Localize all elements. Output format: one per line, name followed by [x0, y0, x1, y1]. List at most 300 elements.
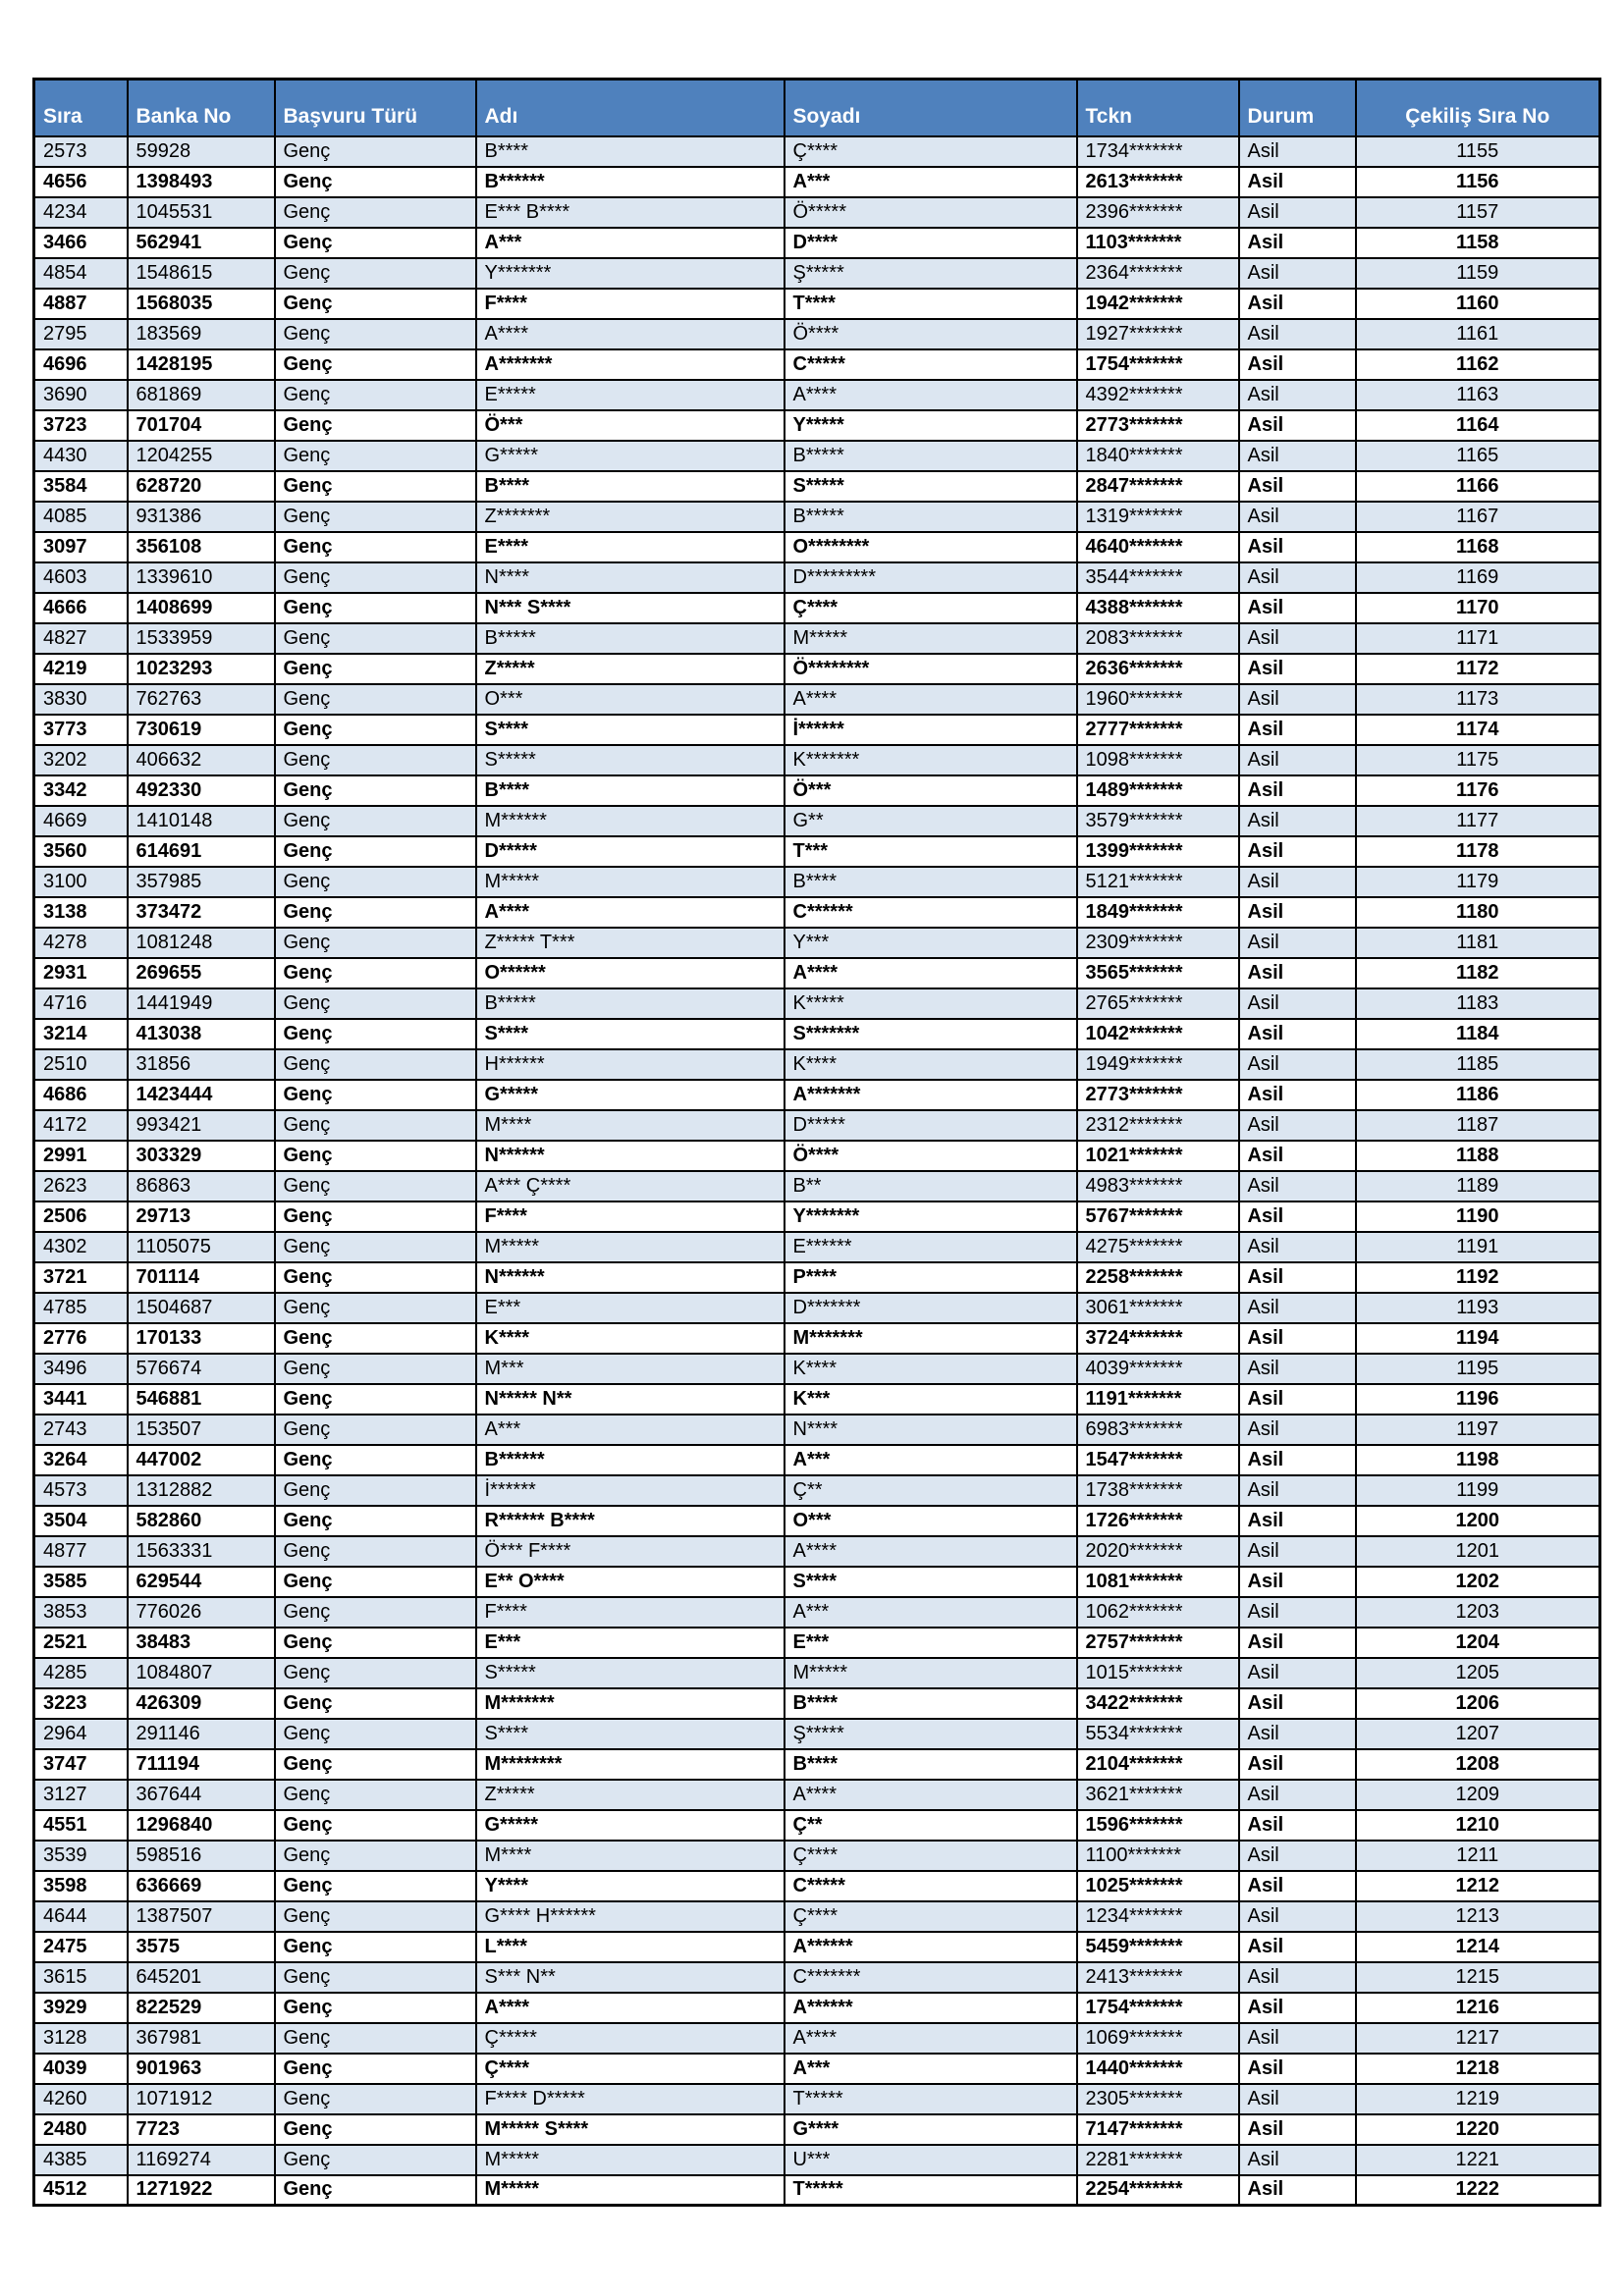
table-row [34, 654, 1600, 684]
cell-tckn: 6983******* [1077, 1415, 1239, 1445]
cell-durum: Asil [1239, 715, 1356, 745]
cell-durum: Asil [1239, 1475, 1356, 1506]
cell-basvuru-turu: Genç [275, 715, 476, 745]
cell-adi: E*** B**** [476, 197, 785, 228]
cell-basvuru-turu: Genç [275, 1962, 476, 1993]
cell-durum: Asil [1239, 2023, 1356, 2054]
cell-adi: M***** S**** [476, 2114, 785, 2145]
table-row [34, 988, 1600, 1019]
cell-durum: Asil [1239, 167, 1356, 197]
table-row [34, 1506, 1600, 1536]
cell-sira: 3138 [34, 897, 128, 928]
cell-basvuru-turu: Genç [275, 2145, 476, 2175]
cell-sira: 3721 [34, 1262, 128, 1293]
cell-basvuru-turu: Genç [275, 1506, 476, 1536]
table-row [34, 928, 1600, 958]
cell-banka-no: 1071912 [128, 2084, 275, 2114]
cell-banka-no: 1387507 [128, 1901, 275, 1932]
cell-banka-no: 1339610 [128, 562, 275, 593]
cell-soyadi: T***** [785, 2175, 1077, 2206]
table-row [34, 1871, 1600, 1901]
cell-cekilis-sira-no: 1190 [1356, 1201, 1600, 1232]
cell-adi: M***** [476, 867, 785, 897]
cell-cekilis-sira-no: 1164 [1356, 410, 1600, 441]
table-row [34, 1749, 1600, 1780]
cell-soyadi: Ç**** [785, 593, 1077, 623]
cell-durum: Asil [1239, 2175, 1356, 2206]
cell-soyadi: A**** [785, 1780, 1077, 1810]
cell-banka-no: 681869 [128, 380, 275, 410]
cell-soyadi: A*** [785, 167, 1077, 197]
table-row [34, 775, 1600, 806]
cell-sira: 3598 [34, 1871, 128, 1901]
cell-sira: 2743 [34, 1415, 128, 1445]
cell-banka-no: 38483 [128, 1628, 275, 1658]
cell-banka-no: 373472 [128, 897, 275, 928]
cell-durum: Asil [1239, 289, 1356, 319]
table-row [34, 1293, 1600, 1323]
cell-basvuru-turu: Genç [275, 1993, 476, 2023]
cell-durum: Asil [1239, 654, 1356, 684]
table-row [34, 1262, 1600, 1293]
cell-tckn: 3544******* [1077, 562, 1239, 593]
cell-tckn: 2281******* [1077, 2145, 1239, 2175]
cell-soyadi: T**** [785, 289, 1077, 319]
cell-banka-no: 1428195 [128, 349, 275, 380]
cell-cekilis-sira-no: 1197 [1356, 1415, 1600, 1445]
cell-adi: S*** N** [476, 1962, 785, 1993]
table-row [34, 1019, 1600, 1049]
column-header-cekilis-sira-no: Çekiliş Sıra No [1356, 80, 1600, 136]
cell-sira: 4887 [34, 289, 128, 319]
table-row [34, 1597, 1600, 1628]
cell-soyadi: G**** [785, 2114, 1077, 2145]
cell-soyadi: K******* [785, 745, 1077, 775]
cell-tckn: 2104******* [1077, 1749, 1239, 1780]
cell-basvuru-turu: Genç [275, 836, 476, 867]
cell-banka-no: 1423444 [128, 1080, 275, 1110]
cell-cekilis-sira-no: 1195 [1356, 1354, 1600, 1384]
cell-cekilis-sira-no: 1186 [1356, 1080, 1600, 1110]
column-header-durum: Durum [1239, 80, 1356, 136]
cell-tckn: 2083******* [1077, 623, 1239, 654]
cell-cekilis-sira-no: 1181 [1356, 928, 1600, 958]
cell-soyadi: A*** [785, 1597, 1077, 1628]
cekilis-results-table [32, 78, 1601, 2207]
cell-banka-no: 1568035 [128, 289, 275, 319]
table-row [34, 2145, 1600, 2175]
cell-soyadi: C******* [785, 1962, 1077, 1993]
cell-cekilis-sira-no: 1155 [1356, 136, 1600, 167]
cell-basvuru-turu: Genç [275, 441, 476, 471]
table-header [34, 80, 1600, 136]
cell-banka-no: 614691 [128, 836, 275, 867]
cell-adi: K**** [476, 1323, 785, 1354]
cell-durum: Asil [1239, 1841, 1356, 1871]
cell-cekilis-sira-no: 1162 [1356, 349, 1600, 380]
cell-cekilis-sira-no: 1222 [1356, 2175, 1600, 2206]
cell-soyadi: D***** [785, 1110, 1077, 1141]
cell-adi: B**** [476, 775, 785, 806]
table-row [34, 1993, 1600, 2023]
cell-adi: S**** [476, 1719, 785, 1749]
cell-adi: M***** [476, 2145, 785, 2175]
cell-cekilis-sira-no: 1215 [1356, 1962, 1600, 1993]
cell-cekilis-sira-no: 1185 [1356, 1049, 1600, 1080]
cell-durum: Asil [1239, 197, 1356, 228]
cell-sira: 3830 [34, 684, 128, 715]
cell-soyadi: N**** [785, 1415, 1077, 1445]
cell-basvuru-turu: Genç [275, 1415, 476, 1445]
cell-basvuru-turu: Genç [275, 1688, 476, 1719]
cell-tckn: 4392******* [1077, 380, 1239, 410]
cell-sira: 2795 [34, 319, 128, 349]
cell-banka-no: 582860 [128, 1506, 275, 1536]
cell-cekilis-sira-no: 1180 [1356, 897, 1600, 928]
cell-tckn: 4983******* [1077, 1171, 1239, 1201]
cell-banka-no: 31856 [128, 1049, 275, 1080]
cell-adi: G**** H****** [476, 1901, 785, 1932]
cell-banka-no: 356108 [128, 532, 275, 562]
cell-adi: E***** [476, 380, 785, 410]
cell-cekilis-sira-no: 1158 [1356, 228, 1600, 258]
cell-banka-no: 576674 [128, 1354, 275, 1384]
cell-sira: 4385 [34, 2145, 128, 2175]
cell-durum: Asil [1239, 1262, 1356, 1293]
cell-cekilis-sira-no: 1205 [1356, 1658, 1600, 1688]
table-row [34, 1110, 1600, 1141]
cell-sira: 3128 [34, 2023, 128, 2054]
cell-sira: 3496 [34, 1354, 128, 1384]
cell-banka-no: 1441949 [128, 988, 275, 1019]
cell-durum: Asil [1239, 349, 1356, 380]
cell-adi: A*** [476, 1415, 785, 1445]
cell-durum: Asil [1239, 806, 1356, 836]
cell-banka-no: 357985 [128, 867, 275, 897]
cell-tckn: 2777******* [1077, 715, 1239, 745]
cell-soyadi: A*** [785, 1445, 1077, 1475]
table-row [34, 1171, 1600, 1201]
cell-cekilis-sira-no: 1219 [1356, 2084, 1600, 2114]
cell-sira: 4234 [34, 197, 128, 228]
cell-banka-no: 1548615 [128, 258, 275, 289]
cell-adi: A*** [476, 228, 785, 258]
cell-soyadi: A**** [785, 380, 1077, 410]
cell-soyadi: G** [785, 806, 1077, 836]
cell-durum: Asil [1239, 928, 1356, 958]
table-row [34, 1567, 1600, 1597]
cell-tckn: 7147******* [1077, 2114, 1239, 2145]
table-row [34, 1780, 1600, 1810]
cell-sira: 3690 [34, 380, 128, 410]
cell-adi: S***** [476, 745, 785, 775]
cell-basvuru-turu: Genç [275, 380, 476, 410]
cell-basvuru-turu: Genç [275, 1384, 476, 1415]
cell-adi: Z***** T*** [476, 928, 785, 958]
cell-cekilis-sira-no: 1172 [1356, 654, 1600, 684]
cell-durum: Asil [1239, 1688, 1356, 1719]
cell-adi: M**** [476, 1841, 785, 1871]
cell-banka-no: 822529 [128, 1993, 275, 2023]
table-row [34, 1962, 1600, 1993]
cell-cekilis-sira-no: 1218 [1356, 2054, 1600, 2084]
table-row [34, 410, 1600, 441]
cell-cekilis-sira-no: 1211 [1356, 1841, 1600, 1871]
cell-basvuru-turu: Genç [275, 1475, 476, 1506]
cell-basvuru-turu: Genç [275, 1658, 476, 1688]
cell-durum: Asil [1239, 775, 1356, 806]
cell-durum: Asil [1239, 2084, 1356, 2114]
cell-durum: Asil [1239, 1171, 1356, 1201]
cell-durum: Asil [1239, 1019, 1356, 1049]
table-row [34, 441, 1600, 471]
cell-soyadi: D******* [785, 1293, 1077, 1323]
cell-banka-no: 413038 [128, 1019, 275, 1049]
cell-durum: Asil [1239, 1536, 1356, 1567]
cell-basvuru-turu: Genç [275, 167, 476, 197]
cell-tckn: 2305******* [1077, 2084, 1239, 2114]
cell-soyadi: S***** [785, 471, 1077, 502]
cell-adi: B****** [476, 167, 785, 197]
cell-adi: E*** [476, 1293, 785, 1323]
cell-basvuru-turu: Genç [275, 1019, 476, 1049]
table-row [34, 1232, 1600, 1262]
cell-soyadi: M***** [785, 623, 1077, 654]
cell-basvuru-turu: Genç [275, 2175, 476, 2206]
cell-soyadi: A**** [785, 684, 1077, 715]
cell-basvuru-turu: Genç [275, 1536, 476, 1567]
cell-durum: Asil [1239, 1080, 1356, 1110]
cell-adi: Y******* [476, 258, 785, 289]
cell-adi: G***** [476, 441, 785, 471]
cell-durum: Asil [1239, 1749, 1356, 1780]
cell-banka-no: 406632 [128, 745, 275, 775]
cell-sira: 4686 [34, 1080, 128, 1110]
cell-tckn: 2765******* [1077, 988, 1239, 1019]
cell-tckn: 1547******* [1077, 1445, 1239, 1475]
table-row [34, 897, 1600, 928]
cell-banka-no: 367644 [128, 1780, 275, 1810]
cell-soyadi: M***** [785, 1658, 1077, 1688]
cell-cekilis-sira-no: 1177 [1356, 806, 1600, 836]
cell-cekilis-sira-no: 1165 [1356, 441, 1600, 471]
cell-sira: 2506 [34, 1201, 128, 1232]
cell-sira: 4302 [34, 1232, 128, 1262]
cell-soyadi: Ş***** [785, 258, 1077, 289]
cell-basvuru-turu: Genç [275, 928, 476, 958]
cell-banka-no: 901963 [128, 2054, 275, 2084]
cell-tckn: 1015******* [1077, 1658, 1239, 1688]
cell-sira: 4285 [34, 1658, 128, 1688]
cell-durum: Asil [1239, 1384, 1356, 1415]
cell-durum: Asil [1239, 1049, 1356, 1080]
cell-adi: A*** Ç**** [476, 1171, 785, 1201]
cell-durum: Asil [1239, 410, 1356, 441]
cell-sira: 4656 [34, 167, 128, 197]
cell-cekilis-sira-no: 1198 [1356, 1445, 1600, 1475]
cell-adi: B****** [476, 1445, 785, 1475]
cell-basvuru-turu: Genç [275, 1354, 476, 1384]
cell-soyadi: A**** [785, 1536, 1077, 1567]
cell-sira: 4551 [34, 1810, 128, 1841]
cell-cekilis-sira-no: 1159 [1356, 258, 1600, 289]
cell-adi: M****** [476, 806, 785, 836]
cell-banka-no: 170133 [128, 1323, 275, 1354]
cell-banka-no: 562941 [128, 228, 275, 258]
table-row [34, 593, 1600, 623]
cell-adi: Ö*** F**** [476, 1536, 785, 1567]
cell-sira: 3560 [34, 836, 128, 867]
cell-cekilis-sira-no: 1171 [1356, 623, 1600, 654]
cell-adi: Z******* [476, 502, 785, 532]
cell-tckn: 3565******* [1077, 958, 1239, 988]
cell-durum: Asil [1239, 1354, 1356, 1384]
cell-tckn: 1234******* [1077, 1901, 1239, 1932]
cell-cekilis-sira-no: 1187 [1356, 1110, 1600, 1141]
cell-soyadi: E****** [785, 1232, 1077, 1262]
cell-durum: Asil [1239, 1323, 1356, 1354]
cell-sira: 4430 [34, 441, 128, 471]
cell-durum: Asil [1239, 1597, 1356, 1628]
cell-cekilis-sira-no: 1201 [1356, 1536, 1600, 1567]
cell-banka-no: 993421 [128, 1110, 275, 1141]
cell-banka-no: 1023293 [128, 654, 275, 684]
table-row [34, 867, 1600, 897]
cell-basvuru-turu: Genç [275, 1780, 476, 1810]
cell-banka-no: 1045531 [128, 197, 275, 228]
cell-adi: L**** [476, 1932, 785, 1962]
table-row [34, 1445, 1600, 1475]
cell-cekilis-sira-no: 1192 [1356, 1262, 1600, 1293]
cell-durum: Asil [1239, 1141, 1356, 1171]
cell-cekilis-sira-no: 1174 [1356, 715, 1600, 745]
cell-durum: Asil [1239, 2054, 1356, 2084]
cell-banka-no: 762763 [128, 684, 275, 715]
cell-banka-no: 1084807 [128, 1658, 275, 1688]
cell-cekilis-sira-no: 1191 [1356, 1232, 1600, 1262]
cell-durum: Asil [1239, 1780, 1356, 1810]
cell-durum: Asil [1239, 958, 1356, 988]
cell-basvuru-turu: Genç [275, 258, 476, 289]
cell-cekilis-sira-no: 1193 [1356, 1293, 1600, 1323]
cell-cekilis-sira-no: 1214 [1356, 1932, 1600, 1962]
table-row [34, 289, 1600, 319]
column-header-adi: Adı [476, 80, 785, 136]
cell-banka-no: 1410148 [128, 806, 275, 836]
cell-banka-no: 598516 [128, 1841, 275, 1871]
cell-adi: F**** [476, 1201, 785, 1232]
cell-soyadi: İ****** [785, 715, 1077, 745]
table-row [34, 258, 1600, 289]
cell-banka-no: 1533959 [128, 623, 275, 654]
cell-adi: S**** [476, 715, 785, 745]
cell-tckn: 4039******* [1077, 1354, 1239, 1384]
cell-soyadi: Y***** [785, 410, 1077, 441]
table-row [34, 1384, 1600, 1415]
cell-basvuru-turu: Genç [275, 2114, 476, 2145]
cell-soyadi: C****** [785, 897, 1077, 928]
cell-banka-no: 1169274 [128, 2145, 275, 2175]
cell-cekilis-sira-no: 1203 [1356, 1597, 1600, 1628]
cell-adi: Ö*** [476, 410, 785, 441]
cell-basvuru-turu: Genç [275, 289, 476, 319]
table-row [34, 1080, 1600, 1110]
table-row [34, 1658, 1600, 1688]
cell-banka-no: 3575 [128, 1932, 275, 1962]
cell-basvuru-turu: Genç [275, 1080, 476, 1110]
cell-sira: 3723 [34, 410, 128, 441]
cell-banka-no: 426309 [128, 1688, 275, 1719]
cell-adi: N****** [476, 1141, 785, 1171]
cell-sira: 4696 [34, 349, 128, 380]
cell-durum: Asil [1239, 836, 1356, 867]
cell-basvuru-turu: Genç [275, 2084, 476, 2114]
cell-basvuru-turu: Genç [275, 502, 476, 532]
cell-tckn: 2773******* [1077, 1080, 1239, 1110]
cell-adi: E*** [476, 1628, 785, 1658]
cell-basvuru-turu: Genç [275, 745, 476, 775]
cell-banka-no: 701114 [128, 1262, 275, 1293]
cell-adi: D***** [476, 836, 785, 867]
cell-adi: F**** D***** [476, 2084, 785, 2114]
cell-soyadi: A*** [785, 2054, 1077, 2084]
cell-banka-no: 86863 [128, 1171, 275, 1201]
cell-sira: 3100 [34, 867, 128, 897]
cell-cekilis-sira-no: 1189 [1356, 1171, 1600, 1201]
cell-sira: 4785 [34, 1293, 128, 1323]
cell-soyadi: B**** [785, 1688, 1077, 1719]
cell-basvuru-turu: Genç [275, 1141, 476, 1171]
cell-banka-no: 367981 [128, 2023, 275, 2054]
table-row [34, 1810, 1600, 1841]
cell-durum: Asil [1239, 258, 1356, 289]
table-row [34, 2023, 1600, 2054]
cell-tckn: 5534******* [1077, 1719, 1239, 1749]
cell-tckn: 1399******* [1077, 836, 1239, 867]
cell-tckn: 5121******* [1077, 867, 1239, 897]
cell-banka-no: 492330 [128, 775, 275, 806]
cell-durum: Asil [1239, 228, 1356, 258]
cell-basvuru-turu: Genç [275, 1597, 476, 1628]
cell-tckn: 3422******* [1077, 1688, 1239, 1719]
cell-tckn: 2254******* [1077, 2175, 1239, 2206]
cell-banka-no: 1408699 [128, 593, 275, 623]
cell-basvuru-turu: Genç [275, 775, 476, 806]
cell-tckn: 1025******* [1077, 1871, 1239, 1901]
cell-sira: 3127 [34, 1780, 128, 1810]
cell-sira: 3264 [34, 1445, 128, 1475]
cell-banka-no: 1296840 [128, 1810, 275, 1841]
cell-soyadi: B**** [785, 1749, 1077, 1780]
cell-sira: 3441 [34, 1384, 128, 1415]
cell-tckn: 4640******* [1077, 532, 1239, 562]
cell-sira: 2623 [34, 1171, 128, 1201]
cell-basvuru-turu: Genç [275, 1841, 476, 1871]
cell-basvuru-turu: Genç [275, 1232, 476, 1262]
table-row [34, 380, 1600, 410]
cell-tckn: 1440******* [1077, 2054, 1239, 2084]
cell-adi: M*** [476, 1354, 785, 1384]
column-header-basvuru-turu: Başvuru Türü [275, 80, 476, 136]
cell-adi: A**** [476, 1993, 785, 2023]
table-row [34, 532, 1600, 562]
cell-banka-no: 1081248 [128, 928, 275, 958]
cell-tckn: 1489******* [1077, 775, 1239, 806]
cell-durum: Asil [1239, 562, 1356, 593]
cell-adi: H****** [476, 1049, 785, 1080]
cell-cekilis-sira-no: 1204 [1356, 1628, 1600, 1658]
cell-durum: Asil [1239, 1719, 1356, 1749]
